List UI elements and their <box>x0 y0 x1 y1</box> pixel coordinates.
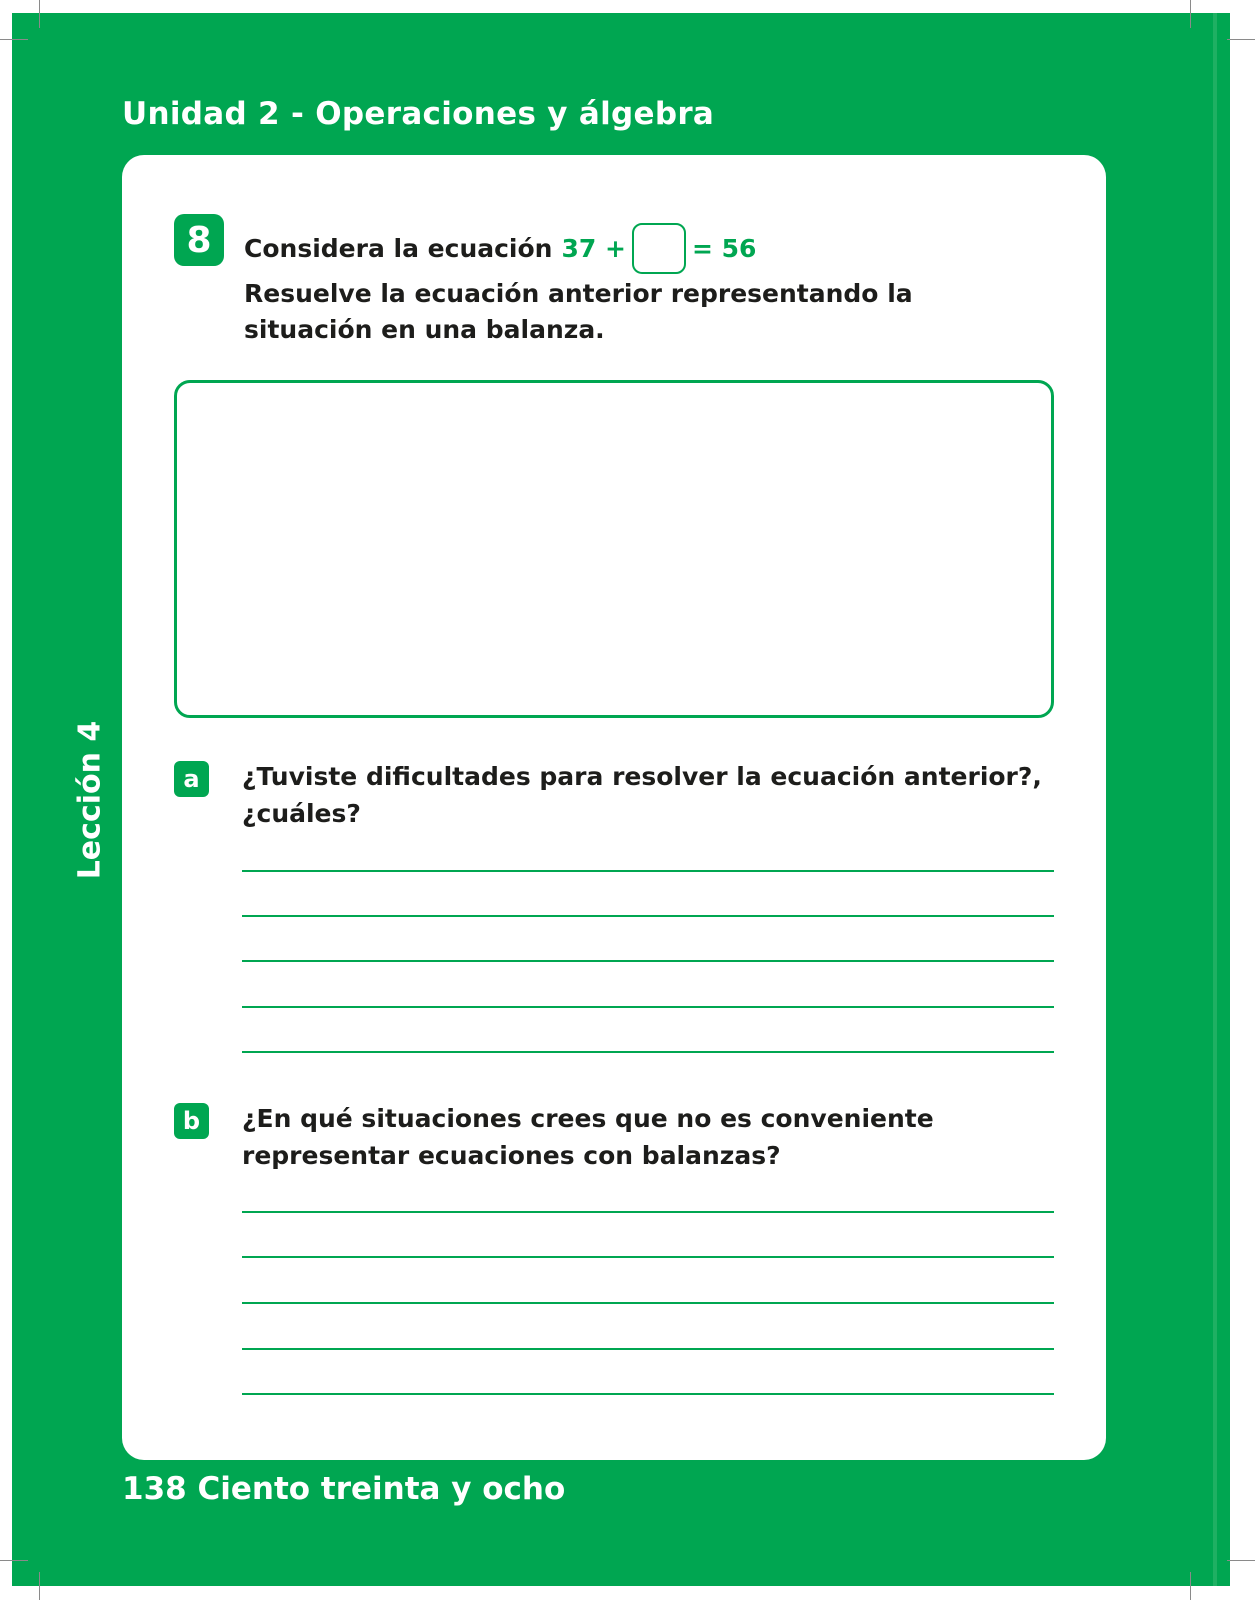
crop-mark <box>1227 39 1255 40</box>
sub-question-label-b: b <box>174 1103 209 1139</box>
page-number-footer: 138 Ciento treinta y ocho <box>122 1471 566 1507</box>
equation-blank-box[interactable] <box>632 223 686 274</box>
question-intro: Considera la ecuación <box>244 234 553 263</box>
lesson-side-tab: Lección 4 <box>72 720 108 880</box>
crop-mark <box>39 0 40 28</box>
crop-mark <box>1190 0 1191 28</box>
crop-mark <box>0 1560 28 1561</box>
question-statement <box>244 223 756 274</box>
answer-line-b-1[interactable] <box>242 1211 1054 1213</box>
equation-left: 37 + <box>561 234 626 263</box>
question-instruction: Resuelve la ecuación anterior representando la situación en una balanza. <box>244 279 913 344</box>
answer-line-b-5[interactable] <box>242 1393 1054 1395</box>
equation-right: = 56 <box>691 234 757 263</box>
crop-mark <box>1190 1572 1191 1600</box>
unit-title: Unidad 2 - Operaciones y álgebra <box>122 96 715 132</box>
answer-line-b-3[interactable] <box>242 1302 1054 1304</box>
sub-question-label-a: a <box>174 761 209 797</box>
worksheet-card <box>122 155 1106 1460</box>
answer-drawing-box[interactable] <box>174 380 1054 718</box>
answer-line-b-4[interactable] <box>242 1348 1054 1350</box>
question-number-badge: 8 <box>174 214 224 266</box>
answer-line-a-3[interactable] <box>242 960 1054 962</box>
bleed-strip <box>1213 13 1217 1586</box>
crop-mark <box>1227 1560 1255 1561</box>
answer-line-a-5[interactable] <box>242 1051 1054 1053</box>
crop-mark <box>0 39 28 40</box>
answer-line-b-2[interactable] <box>242 1256 1054 1258</box>
answer-line-a-2[interactable] <box>242 915 1054 917</box>
answer-line-a-4[interactable] <box>242 1006 1054 1008</box>
answer-line-a-1[interactable] <box>242 870 1054 872</box>
sub-question-text-a: ¿Tuviste dificultades para resolver la ecuación anterior?, ¿cuáles? <box>242 762 1042 828</box>
sub-question-text-b: ¿En qué situaciones crees que no es conveniente representar ecuaciones con balanzas? <box>242 1104 934 1170</box>
crop-mark <box>39 1572 40 1600</box>
